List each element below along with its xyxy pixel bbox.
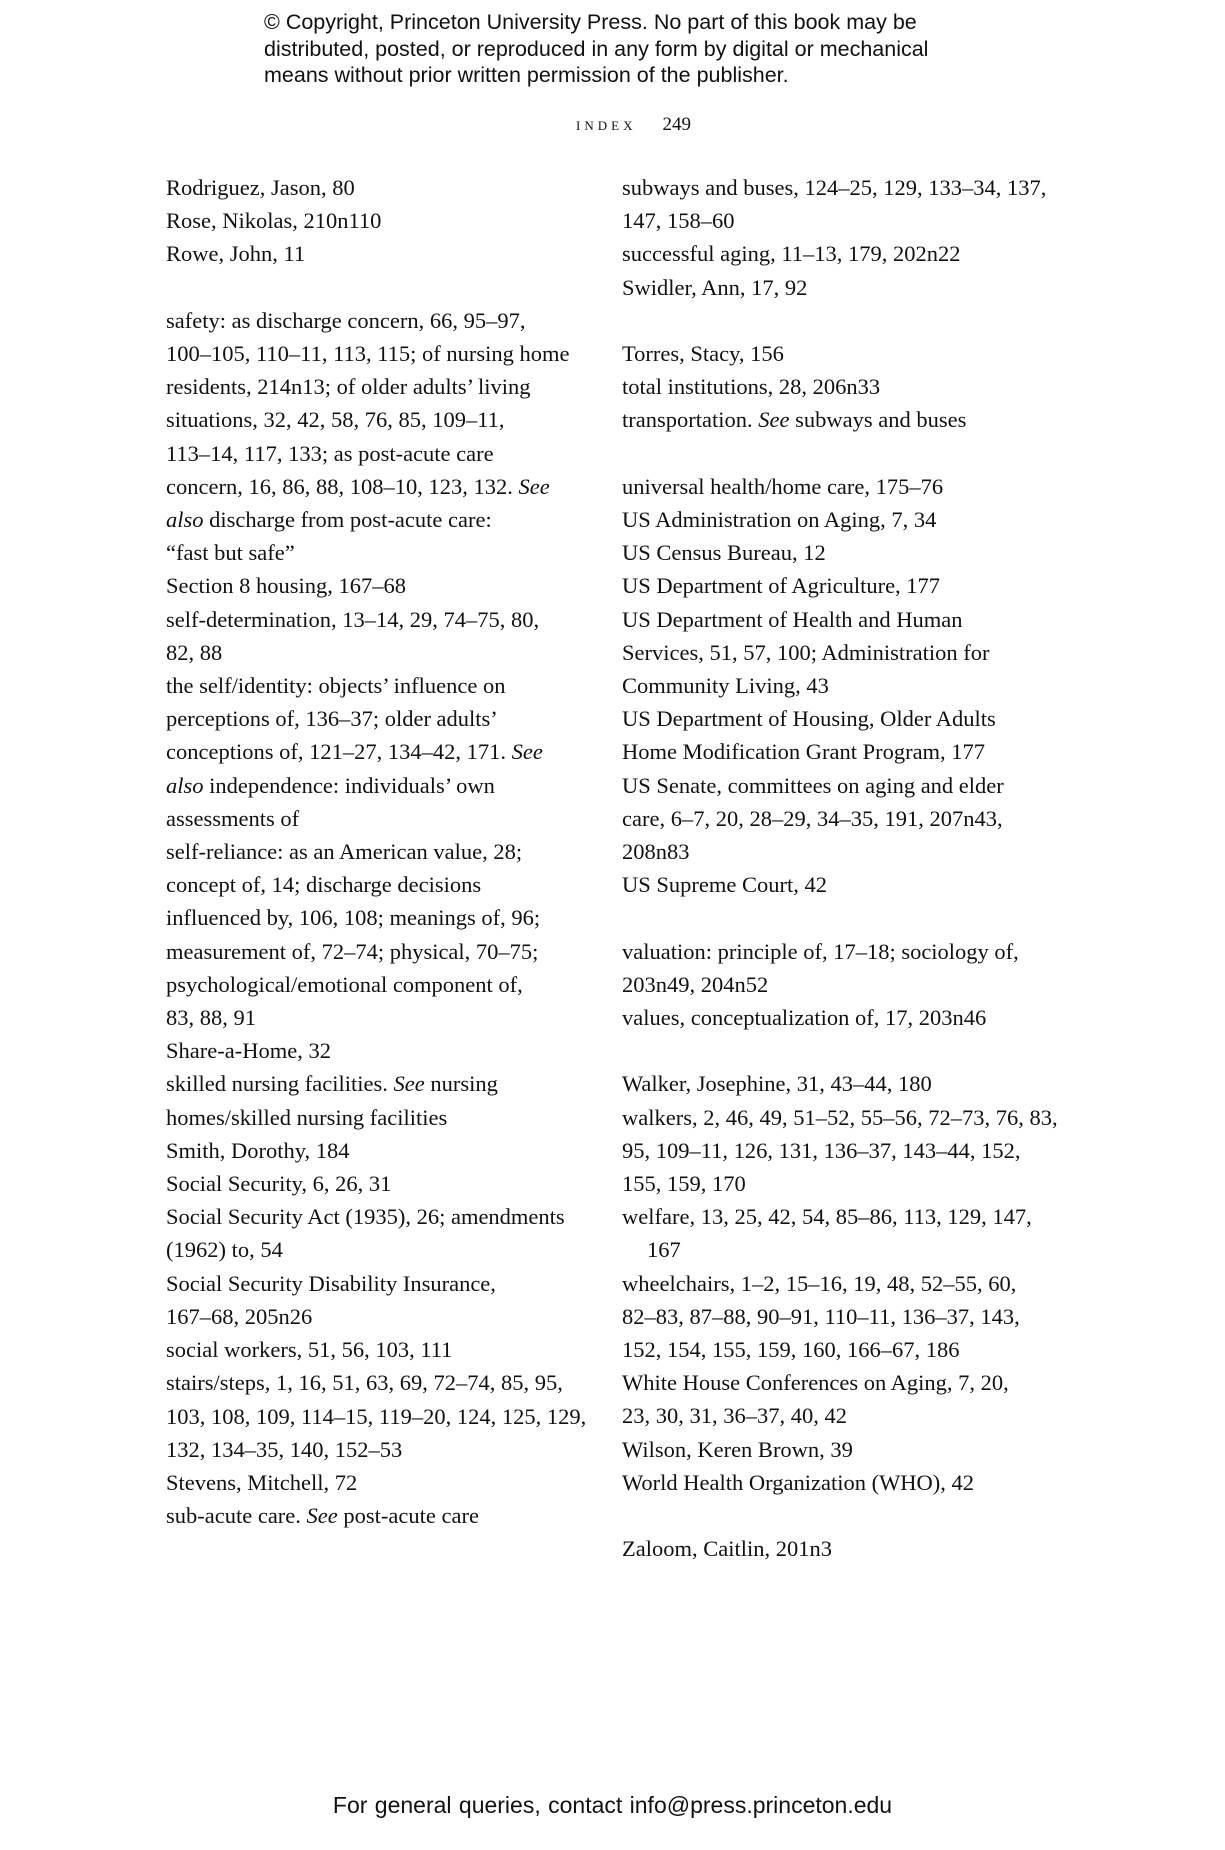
entry-text: conceptions of, 121–27, 134–42, 171. <box>166 739 512 765</box>
entry-line: assessments of <box>166 805 300 831</box>
index-entry <box>622 403 1062 436</box>
index-entry: Rodriguez, Jason, 80 <box>166 175 355 200</box>
index-entry: US Supreme Court, 42 <box>622 872 827 898</box>
entry-line: the self/identity: objects’ influence on <box>166 673 506 699</box>
index-entry: Smith, Dorothy, 184 <box>166 1137 350 1163</box>
entry-line: “fast but safe” <box>166 540 295 566</box>
entry-line: care, 6–7, 20, 28–29, 34–35, 191, 207n43, <box>622 805 1003 831</box>
index-entry <box>166 669 596 835</box>
index-entry <box>622 769 1062 869</box>
entry-line: influenced by, 106, 108; meanings of, 96; <box>166 905 541 931</box>
cross-reference: See <box>758 407 790 433</box>
entry-line: measurement of, 72–74; physical, 70–75; <box>166 938 539 964</box>
index-entry <box>622 1267 1062 1367</box>
index-entry <box>166 1499 596 1532</box>
index-entry <box>166 1366 596 1466</box>
index-entry <box>166 1200 596 1266</box>
entry-line: perceptions of, 136–37; older adults’ <box>166 706 498 732</box>
index-entry: Stevens, Mitchell, 72 <box>166 1469 358 1495</box>
entry-line: US Department of Housing, Older Adults <box>622 706 996 732</box>
entry-line: 100–105, 110–11, 113, 115; of nursing home <box>166 341 570 366</box>
entry-line: US Senate, committees on aging and elder <box>622 772 1004 798</box>
index-entry <box>622 171 1062 237</box>
entry-line: 132, 134–35, 140, 152–53 <box>166 1436 403 1462</box>
index-entry <box>166 1267 596 1333</box>
entry-line: homes/skilled nursing facilities <box>166 1104 448 1130</box>
entry-line: 95, 109–11, 126, 131, 136–37, 143–44, 152, <box>622 1137 1021 1163</box>
entry-text: independence: individuals’ own <box>203 772 495 798</box>
entry-line: (1962) to, 54 <box>166 1237 283 1263</box>
index-entry <box>166 304 596 570</box>
index-entry: Zaloom, Caitlin, 201n3 <box>622 1536 832 1562</box>
entry-line: 208n83 <box>622 839 690 865</box>
entry-text: sub-acute care. <box>166 1503 307 1529</box>
running-head-label: index <box>576 114 637 135</box>
copyright-line: © Copyright, Princeton University Press. No part of this book may be <box>264 10 917 34</box>
index-entry: US Administration on Aging, 7, 34 <box>622 507 937 532</box>
index-entry <box>166 1067 596 1133</box>
entry-line: Social Security Disability Insurance, <box>166 1270 496 1296</box>
index-entry <box>622 603 1062 703</box>
cross-reference: See <box>306 1503 338 1529</box>
index-entry <box>166 835 596 1034</box>
entry-line <box>166 470 596 503</box>
index-entry <box>622 935 1062 1001</box>
entry-text: discharge from post-acute care: <box>203 507 492 533</box>
entry-line: residents, 214n13; of older adults’ living <box>166 374 531 400</box>
index-entry: US Department of Agriculture, 177 <box>622 573 941 599</box>
entry-text: nursing <box>424 1071 498 1097</box>
entry-line: Community Living, 43 <box>622 673 829 699</box>
index-entry: universal health/home care, 175–76 <box>622 473 944 499</box>
index-entry: Wilson, Keren Brown, 39 <box>622 1436 853 1462</box>
index-entry <box>622 1101 1062 1201</box>
index-entry: Social Security, 6, 26, 31 <box>166 1171 392 1197</box>
index-entry: Share-a-Home, 32 <box>166 1038 331 1064</box>
letter-group-gap <box>166 271 596 304</box>
entry-line: 82, 88 <box>166 639 223 665</box>
cross-reference: See <box>518 473 550 499</box>
entry-line: US Department of Health and Human <box>622 606 963 632</box>
index-column-left <box>166 171 596 1532</box>
cross-reference: also <box>166 772 204 798</box>
entry-line: 113–14, 117, 133; as post-acute care <box>166 440 494 466</box>
index-entry: social workers, 51, 56, 103, 111 <box>166 1337 453 1363</box>
entry-line: valuation: principle of, 17–18; sociology of, <box>622 938 1019 964</box>
entry-line: 203n49, 204n52 <box>622 971 769 997</box>
letter-group-gap <box>622 1499 1062 1532</box>
index-entry <box>622 702 1062 768</box>
index-entry: Walker, Josephine, 31, 43–44, 180 <box>622 1071 932 1097</box>
cross-reference: also <box>166 507 204 533</box>
entry-text: post-acute care <box>337 1503 479 1529</box>
entry-line: 23, 30, 31, 36–37, 40, 42 <box>622 1403 847 1429</box>
entry-line: wheelchairs, 1–2, 15–16, 19, 48, 52–55, 60, <box>622 1270 1017 1296</box>
index-entry: Rowe, John, 11 <box>166 241 306 267</box>
entry-line <box>166 1067 596 1100</box>
entry-line: situations, 32, 42, 58, 76, 85, 109–11, <box>166 407 505 433</box>
cross-reference: See <box>393 1071 425 1097</box>
entry-text: subways and buses <box>789 407 967 433</box>
entry-line: walkers, 2, 46, 49, 51–52, 55–56, 72–73, 76, 83, <box>622 1104 1058 1130</box>
copyright-line: means without prior written permission of the publisher. <box>264 63 789 87</box>
index-entry: successful aging, 11–13, 179, 202n22 <box>622 241 961 267</box>
letter-group-gap <box>622 901 1062 934</box>
entry-line: 103, 108, 109, 114–15, 119–20, 124, 125, 129, <box>166 1403 587 1429</box>
index-entry: Torres, Stacy, 156 <box>622 341 784 366</box>
index-entry: values, conceptualization of, 17, 203n46 <box>622 1005 987 1031</box>
copyright-notice <box>264 9 984 89</box>
entry-line <box>166 735 596 768</box>
entry-line: 155, 159, 170 <box>622 1171 746 1197</box>
entry-text: skilled nursing facilities. <box>166 1071 394 1097</box>
letter-group-gap <box>622 437 1062 470</box>
index-column-right <box>622 171 1062 1565</box>
entry-line: 147, 158–60 <box>622 208 735 234</box>
entry-line: White House Conferences on Aging, 7, 20, <box>622 1370 1009 1396</box>
entry-line: 152, 154, 155, 159, 160, 166–67, 186 <box>622 1337 960 1363</box>
entry-line: concept of, 14; discharge decisions <box>166 872 482 898</box>
entry-line: safety: as discharge concern, 66, 95–97, <box>166 307 526 333</box>
index-entry: welfare, 13, 25, 42, 54, 85–86, 113, 129, 147, 167 <box>622 1204 1032 1263</box>
entry-line: self-determination, 13–14, 29, 74–75, 80, <box>166 606 540 632</box>
index-entry: Section 8 housing, 167–68 <box>166 573 406 599</box>
index-entry: Swidler, Ann, 17, 92 <box>622 274 808 300</box>
entry-line: self-reliance: as an American value, 28; <box>166 839 523 865</box>
index-entry <box>622 1366 1062 1432</box>
entry-line: Home Modification Grant Program, 177 <box>622 739 986 765</box>
footer-contact: For general queries, contact info@press.princeton.edu <box>332 1792 893 1818</box>
entry-line: 83, 88, 91 <box>166 1005 256 1031</box>
cross-reference: See <box>511 739 543 765</box>
entry-line: 167–68, 205n26 <box>166 1303 313 1329</box>
running-head <box>0 114 1225 136</box>
copyright-line: distributed, posted, or reproduced in any form by digital or mechanical <box>264 36 929 61</box>
index-entry <box>166 603 596 669</box>
entry-line: psychological/emotional component of, <box>166 971 523 997</box>
entry-line <box>166 503 596 536</box>
letter-group-gap <box>622 1034 1062 1067</box>
index-entry: World Health Organization (WHO), 42 <box>622 1469 975 1495</box>
entry-line <box>166 769 596 802</box>
index-entry: total institutions, 28, 206n33 <box>622 374 881 400</box>
entry-line: 82–83, 87–88, 90–91, 110–11, 136–37, 143, <box>622 1303 1020 1329</box>
page-number: 249 <box>662 114 691 135</box>
letter-group-gap <box>622 304 1062 337</box>
entry-line: Social Security Act (1935), 26; amendments <box>166 1204 565 1230</box>
entry-text: transportation. <box>622 407 759 433</box>
entry-line: subways and buses, 124–25, 129, 133–34, 137, <box>622 175 1047 200</box>
index-entry: US Census Bureau, 12 <box>622 540 826 566</box>
entry-line: Services, 51, 57, 100; Administration for <box>622 639 990 665</box>
entry-text: concern, 16, 86, 88, 108–10, 123, 132. <box>166 473 519 499</box>
index-entry: Rose, Nikolas, 210n110 <box>166 208 382 234</box>
entry-line: stairs/steps, 1, 16, 51, 63, 69, 72–74, 85, 95, <box>166 1370 563 1396</box>
